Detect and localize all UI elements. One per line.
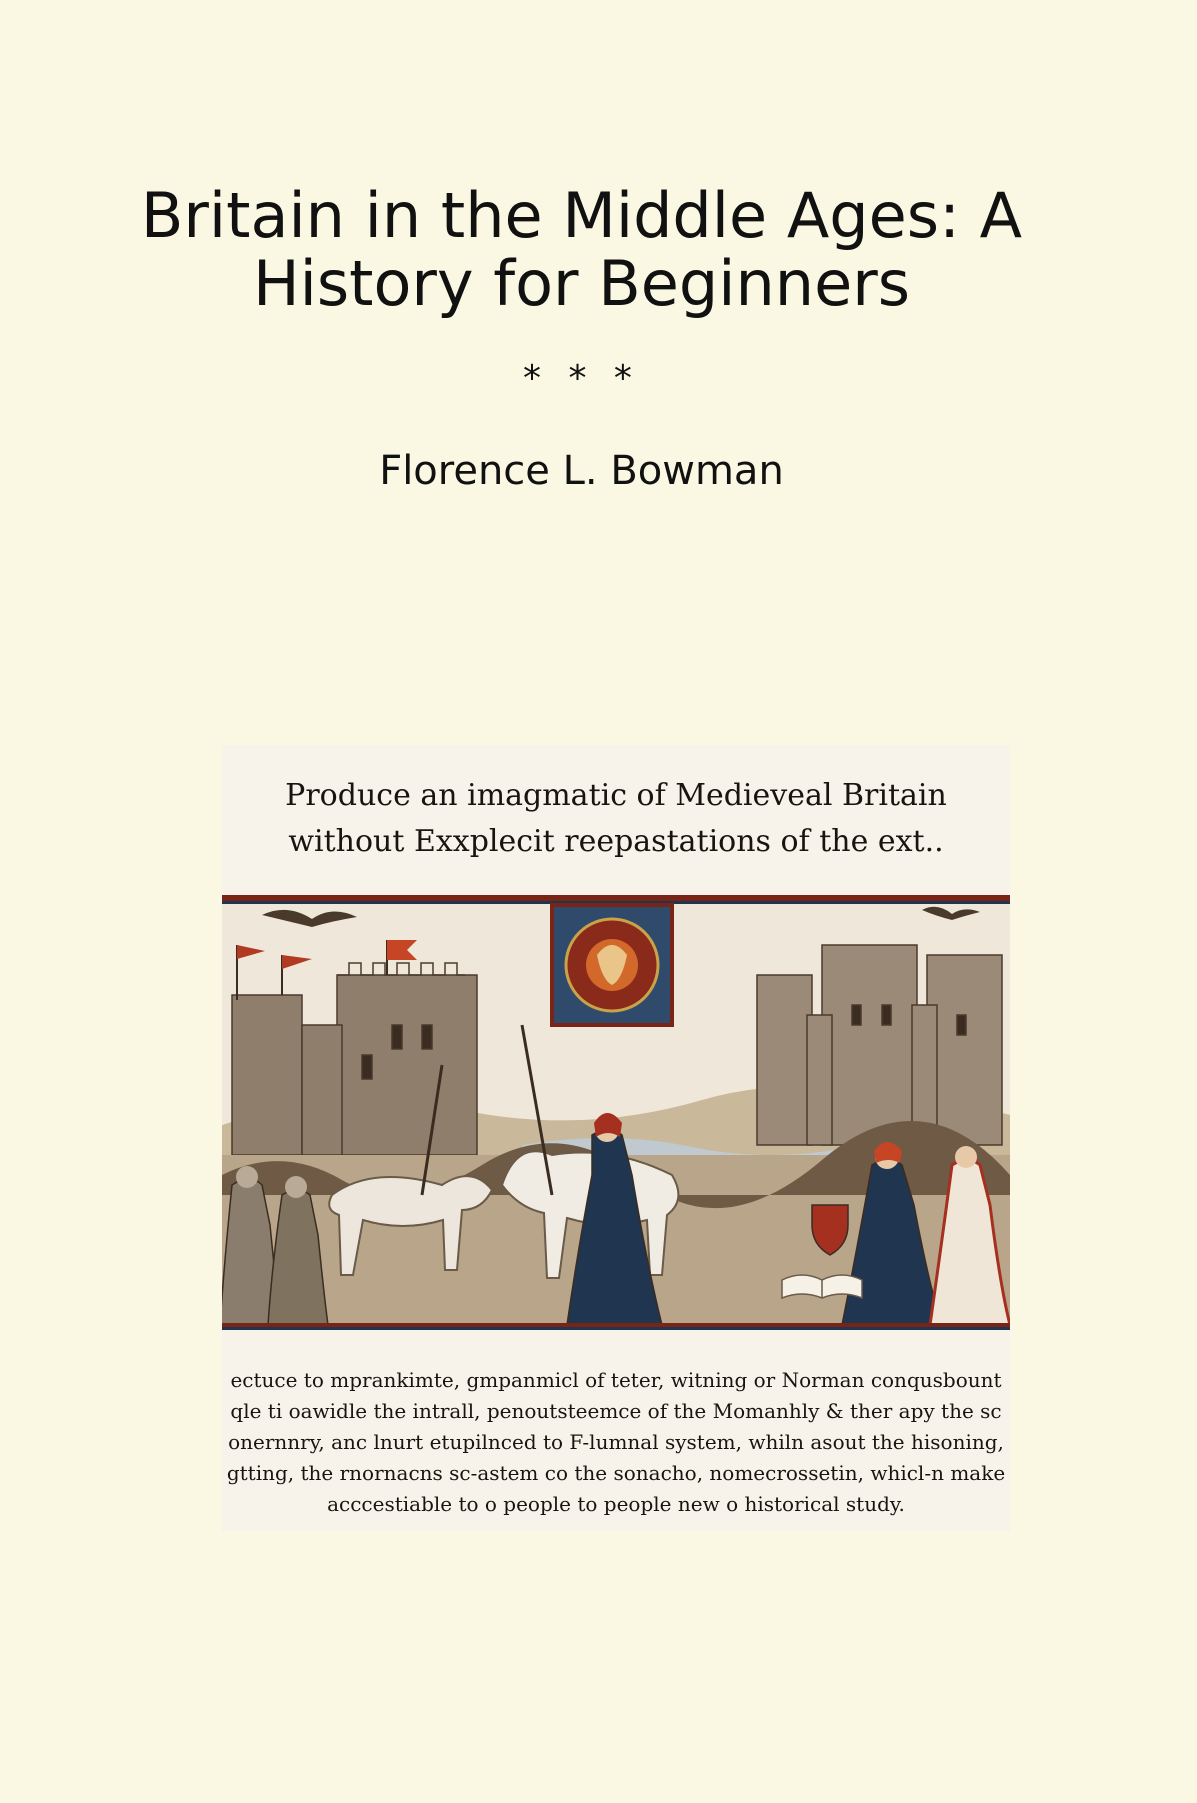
caption-line: gtting, the rnornacns sc-astem co the sonacho, nomecrossetin, whicl-n make [226, 1461, 1006, 1485]
scene-bottom-border-blue [222, 1327, 1010, 1330]
caption-line: ectuce to mprankimte, gmpanmicl of teter, witning or Norman conqusbount [230, 1368, 1002, 1392]
illustration-heading: Produce an imagmatic of Medieveal Britain without Exxplecit reepastations of the ext.. [285, 778, 947, 859]
cover-illustration [222, 745, 1010, 1531]
ornamental-divider: * * * [523, 358, 640, 399]
heraldic-banner [552, 905, 672, 1025]
caption-line: qle ti oawidle the intrall, penoutsteemce of the Momanhly & ther apy the sc [230, 1399, 1002, 1423]
scene-bottom-border [222, 1323, 1010, 1327]
scene-top-border [222, 895, 1010, 901]
book-author: Florence L. Bowman [379, 448, 784, 494]
caption-line: onernnry, anc lnurt etupilnced to F-lumnal system, whiln asout the hisoning, [228, 1430, 1004, 1454]
caption-line: acccestiable to o people to people new o historical study. [327, 1492, 905, 1516]
illustration-caption [222, 1365, 1010, 1520]
medieval-scene-image [222, 895, 1010, 1335]
book-title: Britain in the Middle Ages: A History for Beginners [140, 179, 1023, 320]
right-castle [757, 945, 1002, 1145]
